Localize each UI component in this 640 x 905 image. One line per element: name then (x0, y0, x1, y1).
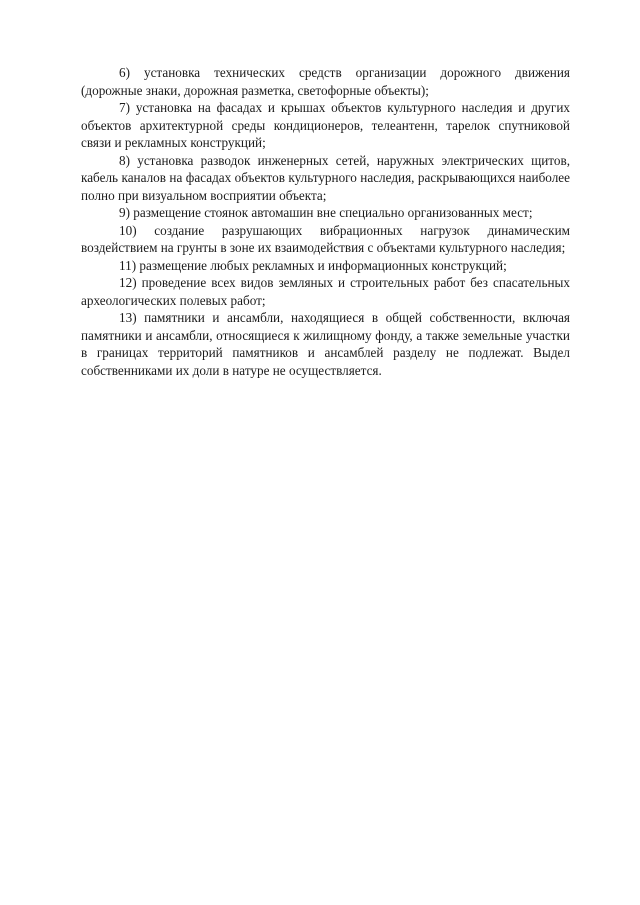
list-item-13: 13) памятники и ансамбли, находящиеся в общей собственности, включая памятники и ансамбли, относящиеся к жилищному фонду, а также земельные участки в границах территорий памятников и ансамблей разделу не подлежат. Выдел собственниками их доли в натуре не осуществляется. (81, 310, 570, 378)
list-item-9: 9) размещение стоянок автомашин вне специально организованных мест; (119, 205, 533, 220)
list-item-8: 8) установка разводок инженерных сетей, наружных электрических щитов, кабель каналов на фасадах объектов культурного наследия, раскрывающихся наиболее полно при визуальном восприятии объекта; (81, 152, 570, 203)
document-body (81, 64, 570, 379)
list-item-12: 12) проведение всех видов земляных и строительных работ без спасательных археологических полевых работ; (81, 275, 570, 308)
list-item-10: 10) создание разрушающих вибрационных нагрузок динамическим воздействием на грунты в зоне их взаимодействия с объектами культурного наследия; (81, 222, 570, 255)
list-item-7: 7) установка на фасадах и крышах объектов культурного наследия и других объектов архитектурной среды кондиционеров, телеантенн, тарелок спутниковой связи и рекламных конструкций; (81, 100, 570, 150)
list-item-11: 11) размещение любых рекламных и информационных конструкций; (119, 257, 507, 273)
list-item-6: 6) установка технических средств организации дорожного движения (дорожные знаки, дорожная разметка, светофорные объекты); (81, 65, 570, 98)
